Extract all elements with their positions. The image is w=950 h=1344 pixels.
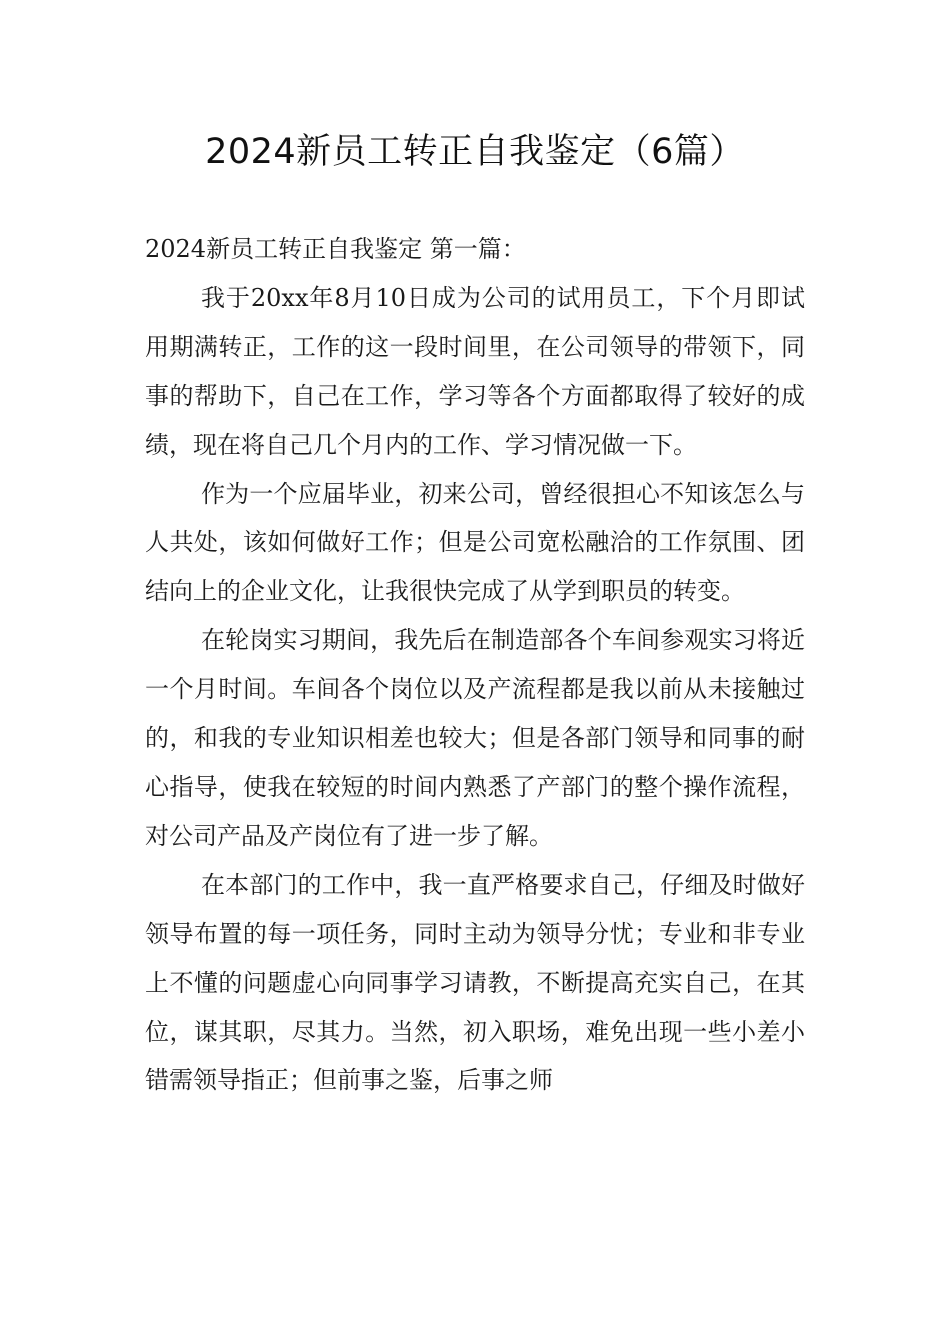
document-title: 2024新员工转正自我鉴定（6篇） xyxy=(205,132,745,172)
paragraph-4: 在本部门的工作中，我一直严格要求自己，仔细及时做好领导布置的每一项任务，同时主动为领导分忧；专业和非专业上不懂的问题虚心向同事学习请教，不断提高充实自己，在其位，谋其职，尽其力。当然，初入职场，难免出现一些小差小错需领导指正；但前事之鉴，后事之师 xyxy=(145,870,805,1095)
paragraph-1: 我于20xx年8月10日成为公司的试用员工，下个月即试用期满转正，工作的这一段时间里，在公司领导的带领下，同事的帮助下，自己在工作，学习等各个方面都取得了较好的成绩，现在将自己几个月内的工作、学习情况做一下。 xyxy=(145,283,805,459)
paragraph-2: 作为一个应届毕业，初来公司，曾经很担心不知该怎么与人共处，该如何做好工作；但是公司宽松融洽的工作氛围、团结向上的企业文化，让我很快完成了从学到职员的转变。 xyxy=(145,479,805,606)
document-body xyxy=(145,225,805,1105)
paragraph-3: 在轮岗实习期间，我先后在制造部各个车间参观实习将近一个月时间。车间各个岗位以及产流程都是我以前从未接触过的，和我的专业知识相差也较大；但是各部门领导和同事的耐心指导，使我在较短的时间内熟悉了产部门的整个操作流程，对公司产品及产岗位有了进一步了解。 xyxy=(145,626,805,850)
section-heading: 2024新员工转正自我鉴定 第一篇： xyxy=(145,235,526,263)
